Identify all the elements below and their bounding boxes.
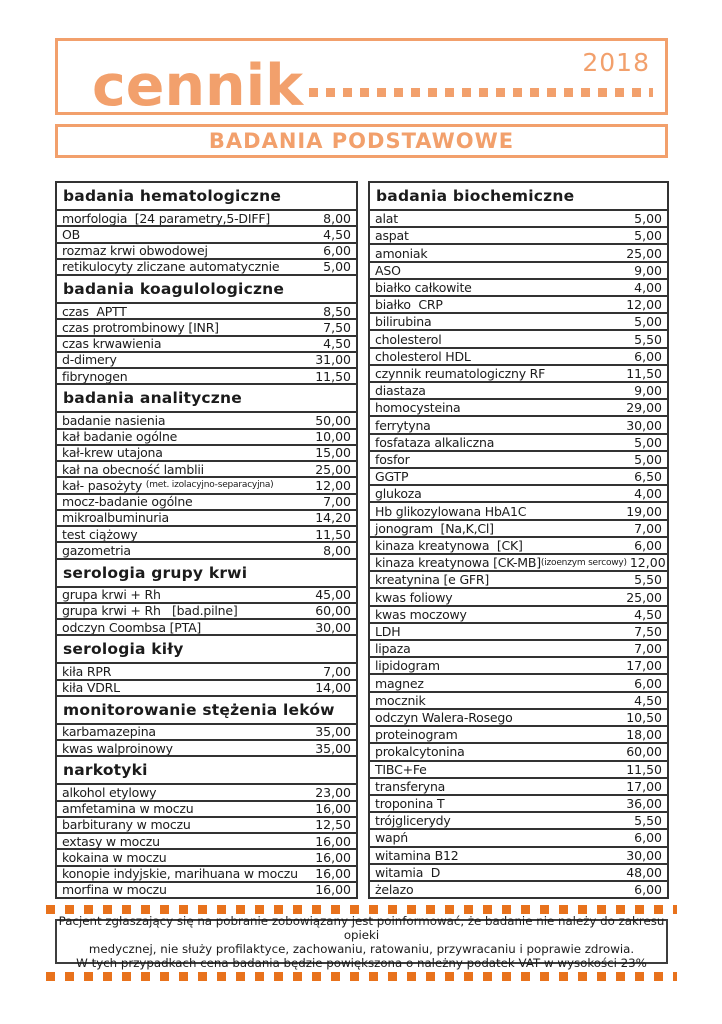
item-price: 6,00 [634, 675, 662, 691]
item-name: lipidogram [375, 658, 440, 674]
item-price: 25,00 [315, 462, 351, 477]
logo-row [58, 41, 665, 119]
item-name: czas krwawienia [62, 336, 162, 352]
table-row [57, 834, 356, 850]
logo-text: cennik [92, 52, 304, 119]
table-row [57, 725, 356, 741]
item-name: diastaza [375, 383, 426, 399]
item-price: 7,00 [634, 641, 662, 657]
item-name: witamina B12 [375, 847, 459, 863]
table-row [370, 263, 667, 280]
price-table-right [368, 181, 669, 899]
logo-box [55, 38, 668, 119]
table-row [57, 260, 356, 276]
table-row [57, 244, 356, 260]
item-price: 35,00 [315, 741, 351, 756]
item-name: kokaina w moczu [62, 850, 167, 865]
item-name: cholesterol HDL [375, 348, 471, 364]
item-name: białko całkowite [375, 279, 472, 295]
item-price: 15,00 [315, 445, 351, 461]
table-row [57, 620, 356, 636]
item-price: 8,00 [323, 543, 351, 558]
item-price: 6,00 [634, 537, 662, 553]
section-header: badania hematologiczne [57, 183, 356, 211]
item-price: 9,00 [634, 262, 662, 278]
table-row [370, 693, 667, 710]
item-name: extasy w moczu [62, 834, 160, 849]
table-row [370, 710, 667, 727]
item-name: homocysteina [375, 400, 461, 416]
item-price: 7,00 [323, 494, 351, 510]
item-name: kał-krew utajona [62, 445, 163, 461]
table-row [370, 400, 667, 417]
section-header: badania koagulologiczne [57, 276, 356, 304]
table-row [57, 320, 356, 336]
item-name: kał badanie ogólne [62, 429, 178, 445]
table-row [370, 658, 667, 675]
table-row [370, 211, 667, 228]
table-row [57, 818, 356, 834]
item-price: 5,00 [634, 211, 662, 227]
item-price: 4,50 [634, 606, 662, 622]
item-name: mikroalbuminuria [62, 510, 169, 526]
item-name: proteinogram [375, 727, 458, 743]
table-row [370, 452, 667, 469]
table-row [370, 331, 667, 348]
table-row [370, 486, 667, 503]
banner-box [55, 124, 668, 158]
item-name: GGTP [375, 469, 409, 485]
item-price: 12,00 [626, 297, 662, 313]
table-row [57, 588, 356, 604]
table-row [370, 228, 667, 245]
item-name: czas APTT [62, 304, 127, 319]
table-row [57, 353, 356, 369]
item-name: kwas walproinowy [62, 741, 173, 756]
item-price: 9,00 [634, 383, 662, 399]
item-name: witamia D [375, 864, 441, 880]
table-row [370, 813, 667, 830]
table-row [370, 675, 667, 692]
item-name: wapń [375, 830, 408, 846]
section-header: narkotyki [57, 757, 356, 785]
logo-dotted-line [309, 88, 653, 97]
item-name: retikulocyty zliczane automatycznie [62, 259, 280, 275]
table-row [57, 462, 356, 478]
item-price: 30,00 [315, 620, 351, 635]
item-price: 10,50 [626, 709, 662, 725]
item-price: 30,00 [626, 417, 662, 433]
item-note: (izoenzym sercowy) [540, 557, 627, 568]
item-name: alkohol etylowy [62, 785, 157, 800]
table-row [370, 503, 667, 520]
item-price: 5,00 [323, 259, 351, 275]
item-price: 6,50 [634, 469, 662, 485]
footer-notice [55, 913, 668, 970]
item-name: karbamazepina [62, 724, 156, 740]
item-price: 8,50 [323, 304, 351, 319]
item-price: 11,50 [626, 761, 662, 777]
table-row [57, 785, 356, 801]
table-row [57, 741, 356, 757]
item-name: OB [62, 227, 81, 242]
item-name: morfina w moczu [62, 882, 167, 897]
item-name: aspat [375, 228, 409, 244]
item-price: 14,00 [315, 680, 351, 696]
table-row [370, 538, 667, 555]
table-row [57, 413, 356, 429]
footer-line: Pacjent zgłaszający się na pobranie zobowiązany jest poinformować, że badanie nie należy do zakresu opieki [58, 913, 665, 942]
item-name: glukoza [375, 486, 422, 502]
item-price: 4,50 [634, 692, 662, 708]
item-price: 6,00 [634, 348, 662, 364]
item-name: kwas foliowy [375, 589, 453, 605]
table-row [57, 802, 356, 818]
item-name: prokalcytonina [375, 744, 465, 760]
table-row [57, 867, 356, 883]
item-price: 23,00 [315, 785, 351, 800]
item-price: 31,00 [315, 352, 351, 368]
table-row [57, 430, 356, 446]
item-price: 5,00 [634, 434, 662, 450]
item-price: 7,00 [634, 520, 662, 536]
item-name: kał na obecność lamblii [62, 462, 204, 477]
item-price: 4,50 [323, 336, 351, 352]
item-name: ASO [375, 262, 401, 278]
item-price: 12,50 [315, 817, 351, 833]
item-price: 11,50 [626, 365, 662, 381]
item-price: 25,00 [626, 589, 662, 605]
table-row [370, 589, 667, 606]
item-name: transferyna [375, 778, 446, 794]
item-price: 7,00 [323, 664, 351, 679]
table-row [370, 435, 667, 452]
section-header: badania biochemiczne [370, 183, 667, 211]
item-name: lipaza [375, 641, 411, 657]
item-price: 16,00 [315, 834, 351, 849]
table-row [370, 555, 667, 572]
item-price: 36,00 [626, 796, 662, 811]
item-price: 16,00 [315, 850, 351, 865]
item-price: 6,00 [634, 830, 662, 846]
section-header: serologia grupy krwi [57, 560, 356, 588]
item-name: cholesterol [375, 331, 442, 347]
table-row [57, 604, 356, 620]
item-name: grupa krwi + Rh [62, 587, 161, 603]
item-price: 16,00 [315, 866, 351, 882]
table-row [370, 607, 667, 624]
item-price: 6,00 [634, 882, 662, 898]
item-name: Hb glikozylowana HbA1C [375, 503, 527, 519]
table-row [370, 572, 667, 589]
table-row [57, 511, 356, 527]
item-name: fosfor [375, 451, 410, 467]
item-price: 60,00 [626, 744, 662, 760]
item-price: 4,00 [634, 486, 662, 502]
item-price: 25,00 [626, 245, 662, 261]
item-name: ferrytyna [375, 417, 431, 433]
item-price: 4,50 [323, 227, 351, 242]
item-name: grupa krwi + Rh [bad.pilne] [62, 603, 238, 619]
table-row [370, 848, 667, 865]
item-name: czynnik reumatologiczny RF [375, 365, 546, 381]
table-row [370, 314, 667, 331]
table-row [370, 830, 667, 847]
item-name: LDH [375, 623, 401, 639]
table-row [370, 417, 667, 434]
item-price: 5,00 [634, 314, 662, 330]
price-table-left [55, 181, 358, 899]
item-name: troponina T [375, 796, 445, 811]
table-row [370, 521, 667, 538]
item-price: 17,00 [626, 658, 662, 674]
item-name: fibrynogen [62, 369, 128, 384]
item-name: kiła RPR [62, 664, 112, 679]
item-name: amoniak [375, 245, 428, 261]
table-row [370, 280, 667, 297]
section-header: serologia kiły [57, 636, 356, 664]
table-row [57, 304, 356, 320]
item-name: czas protrombinowy [INR] [62, 320, 219, 335]
item-price: 8,00 [323, 211, 351, 226]
dashed-divider-bottom [46, 972, 677, 981]
item-name: mocznik [375, 692, 426, 708]
table-row [57, 446, 356, 462]
item-price: 5,00 [634, 228, 662, 244]
table-row [57, 369, 356, 385]
item-price: 10,00 [315, 429, 351, 445]
item-name: morfologia [24 parametry,5-DIFF] [62, 211, 271, 226]
table-row [370, 383, 667, 400]
item-name: kinaza kreatynowa [CK] [375, 537, 523, 553]
item-name: kał- pasożyty [62, 478, 146, 493]
table-row [57, 478, 356, 494]
item-price: 5,50 [634, 331, 662, 347]
item-price: 11,50 [315, 369, 351, 384]
item-name: kiła VDRL [62, 680, 120, 696]
item-price: 4,00 [634, 279, 662, 295]
item-name: kwas moczowy [375, 606, 467, 622]
item-price: 29,00 [626, 400, 662, 416]
item-name: odczyn Walera-Rosego [375, 709, 513, 725]
item-name: konopie indyjskie, marihuana w moczu [62, 866, 298, 882]
footer-line: W tych przypadkach cena badania będzie powiększona o należny podatek VAT w wysokości 23% [76, 955, 647, 970]
section-header: badania analityczne [57, 385, 356, 413]
table-row [370, 779, 667, 796]
table-row [57, 681, 356, 697]
table-row [57, 850, 356, 866]
item-name: amfetamina w moczu [62, 801, 194, 817]
item-name: gazometria [62, 543, 131, 558]
item-price: 50,00 [315, 413, 351, 428]
item-name: magnez [375, 675, 424, 691]
footer-line: medycznej, nie służy profilaktyce, zachowaniu, ratowaniu, przywracaniu i poprawie zdrowia. [88, 941, 635, 956]
item-price: 16,00 [315, 801, 351, 817]
table-row [57, 337, 356, 353]
item-name: TIBC+Fe [375, 761, 427, 777]
item-name: jonogram [Na,K,Cl] [375, 520, 494, 536]
table-row [57, 227, 356, 243]
item-name: d-dimery [62, 352, 117, 368]
table-row [57, 211, 356, 227]
table-row [370, 865, 667, 882]
item-note: (met. izolacyjno-separacyjna) [145, 480, 274, 491]
item-name: żelazo [375, 882, 414, 898]
table-row [370, 796, 667, 813]
table-row [57, 527, 356, 543]
year-label: 2018 [582, 48, 650, 77]
item-name: alat [375, 211, 398, 227]
table-row [57, 495, 356, 511]
item-price: 14,20 [315, 510, 351, 526]
item-name: kreatynina [e GFR] [375, 572, 490, 588]
table-row [370, 366, 667, 383]
item-price: 7,50 [634, 623, 662, 639]
item-price: 35,00 [315, 724, 351, 740]
table-row [370, 762, 667, 779]
item-price: 19,00 [626, 503, 662, 519]
item-price: 5,00 [634, 451, 662, 467]
item-price: 16,00 [315, 882, 351, 897]
item-price: 7,50 [323, 320, 351, 335]
item-name: kinaza kreatynowa [CK-MB] [375, 555, 541, 571]
item-price: 18,00 [626, 727, 662, 743]
item-name: barbiturany w moczu [62, 817, 191, 833]
item-price: 5,50 [634, 572, 662, 588]
item-name: fosfataza alkaliczna [375, 434, 495, 450]
item-name: trójglicerydy [375, 813, 451, 829]
table-row [57, 883, 356, 897]
item-name: test ciążowy [62, 527, 138, 542]
item-price: 6,00 [323, 243, 351, 259]
banner-title: BADANIA PODSTAWOWE [208, 129, 515, 153]
item-price: 5,50 [634, 813, 662, 829]
item-price: 60,00 [315, 603, 351, 619]
item-price: 11,50 [315, 527, 351, 542]
item-name: rozmaz krwi obwodowej [62, 243, 208, 259]
section-header: monitorowanie stężenia leków [57, 697, 356, 725]
table-row [370, 744, 667, 761]
table-row [370, 469, 667, 486]
item-price: 30,00 [626, 847, 662, 863]
table-row [370, 641, 667, 658]
table-row [370, 727, 667, 744]
item-price: 12,00 [629, 555, 666, 571]
table-row [57, 543, 356, 559]
table-row [57, 664, 356, 680]
item-name: mocz-badanie ogólne [62, 494, 193, 510]
table-row [370, 882, 667, 897]
item-name: bilirubina [375, 314, 432, 330]
table-row [370, 624, 667, 641]
item-price: 45,00 [315, 587, 351, 603]
table-row [370, 245, 667, 262]
item-name: odczyn Coombsa [PTA] [62, 620, 202, 635]
item-price: 12,00 [315, 478, 351, 493]
table-row [370, 349, 667, 366]
item-price: 17,00 [626, 778, 662, 794]
item-price: 48,00 [626, 864, 662, 880]
item-name: białko CRP [375, 297, 443, 313]
item-name: badanie nasienia [62, 413, 166, 428]
table-row [370, 297, 667, 314]
